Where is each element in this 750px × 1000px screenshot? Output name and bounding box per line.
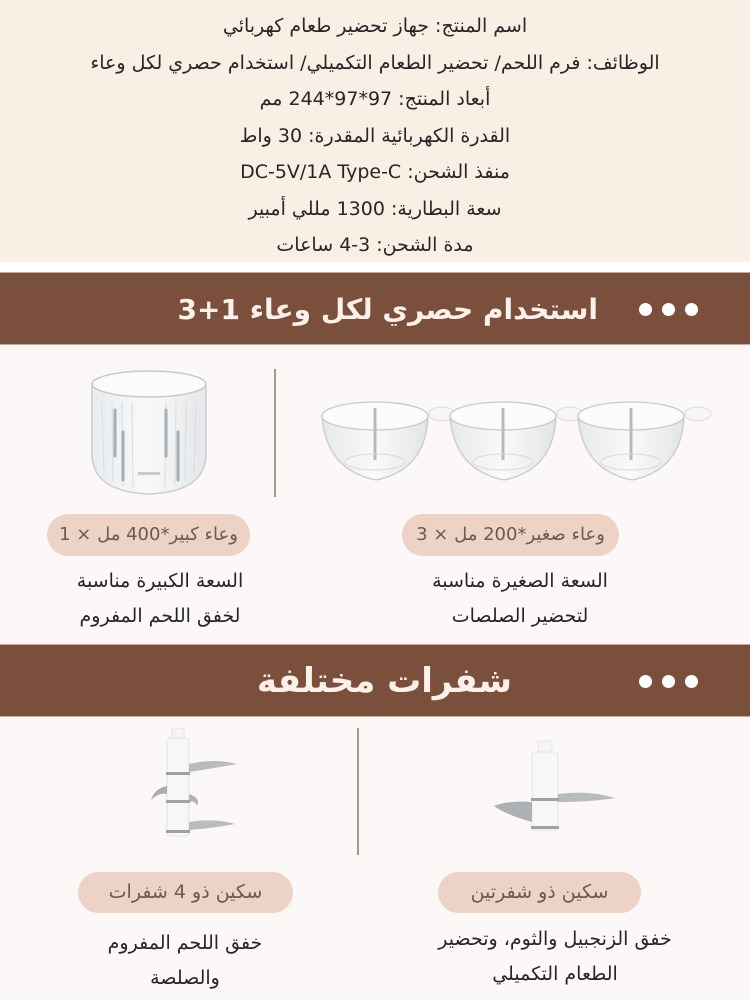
small-container-desc-line2: لتحضير الصلصات <box>451 605 589 627</box>
two-blade-pill: سكين ذو شفرتين <box>438 872 641 913</box>
dot-icon <box>639 675 652 688</box>
small-container-pill: وعاء صغير*200 مل × 3 <box>402 514 619 556</box>
dot-icon <box>685 675 698 688</box>
spec-power: القدرة الكهربائية المقدرة: 30 واط <box>239 124 511 147</box>
ellipsis-dots-icon <box>639 645 698 718</box>
two-blade-desc-line2: الطعام التكميلي <box>492 963 618 985</box>
containers-section <box>0 346 750 644</box>
four-blade-pill: سكين ذو 4 شفرات <box>78 872 293 913</box>
vertical-divider <box>357 728 359 855</box>
large-container-pill: وعاء كبير*400 مل × 1 <box>47 514 250 556</box>
spec-battery: سعة البطارية: 1300 مللي أمبير <box>248 197 502 220</box>
spec-functions: الوظائف: فرم اللحم/ تحضير الطعام التكميلي/ استخدام حصري لكل وعاء <box>90 51 660 74</box>
ellipsis-dots-icon <box>639 273 698 346</box>
two-blade-desc-line1: خفق الزنجبيل والثوم، وتحضير <box>438 928 672 950</box>
spec-product-name: اسم المنتج: جهاز تحضير طعام كهربائي <box>222 15 528 37</box>
spec-charging-port: منفذ الشحن: DC-5V/1A Type-C <box>240 161 510 183</box>
large-container-desc-line1: السعة الكبيرة مناسبة <box>76 570 244 592</box>
large-container-image <box>88 368 210 496</box>
dot-icon <box>685 303 698 316</box>
product-specs <box>0 0 750 262</box>
section-title: شفرات مختلفة <box>256 661 512 701</box>
blades-section <box>0 718 750 1000</box>
section-header-containers <box>0 272 750 345</box>
four-blade-desc-line1: خفق اللحم المفروم <box>107 932 263 954</box>
dot-icon <box>662 303 675 316</box>
small-bowls-image <box>318 396 738 488</box>
section-header-blades <box>0 644 750 717</box>
vertical-divider <box>274 369 276 497</box>
section-title: استخدام حصري لكل وعاء 1+3 <box>177 293 598 326</box>
large-container-desc-line2: لخفق اللحم المفروم <box>79 605 241 627</box>
dot-icon <box>662 675 675 688</box>
four-blade-desc-line2: والصلصة <box>150 967 220 989</box>
dot-icon <box>639 303 652 316</box>
small-container-desc-line1: السعة الصغيرة مناسبة <box>432 570 608 592</box>
two-blade-knife-image <box>490 740 620 835</box>
spacer <box>0 262 750 272</box>
spec-dimensions: أبعاد المنتج: 97*97*244 مم <box>259 88 491 110</box>
spec-charging-time: مدة الشحن: 3-4 ساعات <box>276 234 474 256</box>
four-blade-knife-image <box>145 728 245 843</box>
